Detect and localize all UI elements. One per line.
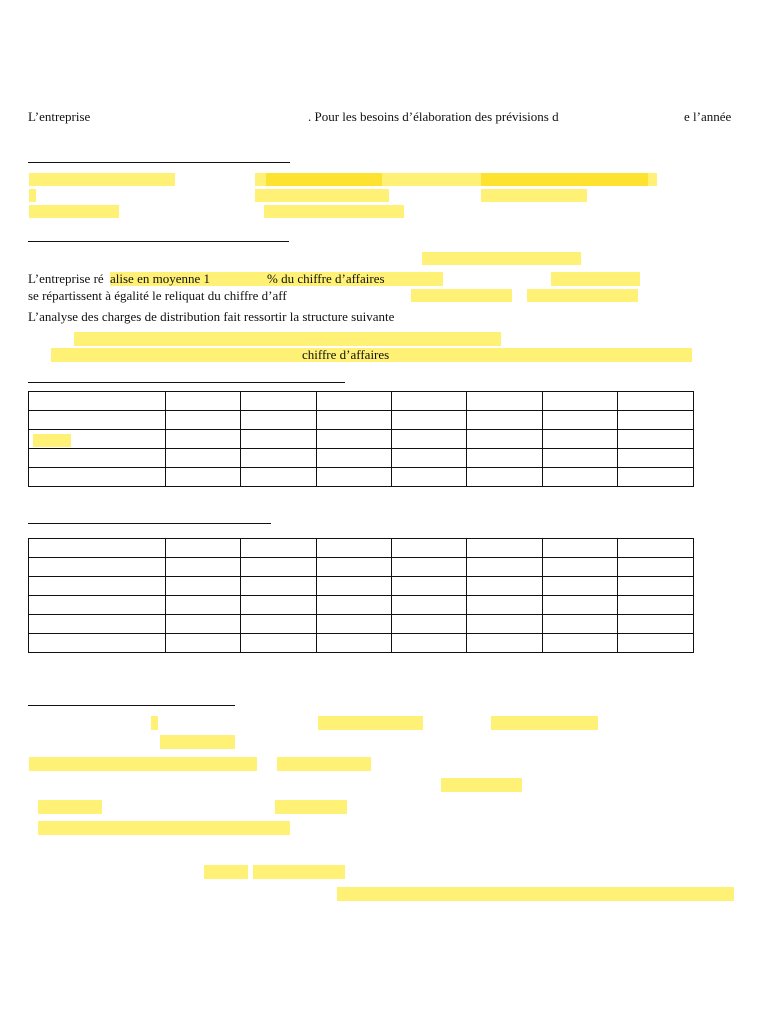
table-1-underline <box>28 382 345 383</box>
highlight-block <box>266 173 382 186</box>
highlight-block <box>74 332 501 346</box>
highlight-block <box>411 289 512 302</box>
table-row <box>29 411 694 430</box>
table-1 <box>28 391 694 487</box>
intro-text-middle: . Pour les besoins d’élaboration des prévisions d <box>308 109 559 124</box>
table-row <box>29 468 694 487</box>
table-row <box>29 430 694 449</box>
paragraph-line-1c: % du chiffre d’affaires <box>267 271 385 286</box>
highlight-block <box>38 821 290 835</box>
intro-text-end: e l’année <box>684 109 732 124</box>
table-row <box>29 596 694 615</box>
highlight-block <box>527 289 638 302</box>
highlight-block <box>38 800 102 814</box>
table-row <box>29 634 694 653</box>
table-row <box>29 539 694 558</box>
highlight-block <box>255 189 389 202</box>
section-1-underline <box>28 162 290 163</box>
highlight-block <box>160 735 235 749</box>
highlight-block <box>29 173 175 186</box>
highlight-block <box>253 865 345 879</box>
highlight-block <box>264 205 404 218</box>
paragraph-line-2: se répartissent à égalité le reliquat du chiffre d’aff <box>28 288 287 303</box>
highlight-block <box>551 272 640 286</box>
highlight-block <box>422 252 581 265</box>
highlight-block <box>29 205 119 218</box>
table-row <box>29 449 694 468</box>
highlight-block <box>29 189 36 202</box>
highlight-block <box>277 757 371 771</box>
intro-text-start: L’entreprise <box>28 109 91 124</box>
paragraph-line-3: L’analyse des charges de distribution fait ressortir la structure suivante <box>28 309 395 324</box>
highlight-block <box>275 800 347 814</box>
table-row <box>29 558 694 577</box>
highlight-block <box>33 434 71 447</box>
highlight-block <box>491 716 598 730</box>
highlighted-text: chiffre d’affaires <box>302 347 390 362</box>
paragraph-line-1b: alise en moyenne 1 <box>110 271 210 286</box>
table-2-underline <box>28 523 271 524</box>
table-row <box>29 615 694 634</box>
table-2 <box>28 538 694 653</box>
highlight-block <box>318 716 423 730</box>
highlight-block <box>441 778 522 792</box>
highlight-block <box>481 189 587 202</box>
highlight-block <box>337 887 734 901</box>
highlight-block <box>481 173 648 186</box>
highlight-block <box>204 865 248 879</box>
highlight-block <box>151 716 158 730</box>
table-row <box>29 577 694 596</box>
table-row <box>29 392 694 411</box>
section-3-underline <box>28 705 235 706</box>
highlight-block <box>29 757 257 771</box>
paragraph-line-1a: L’entreprise ré <box>28 271 104 286</box>
section-2-underline <box>28 241 289 242</box>
